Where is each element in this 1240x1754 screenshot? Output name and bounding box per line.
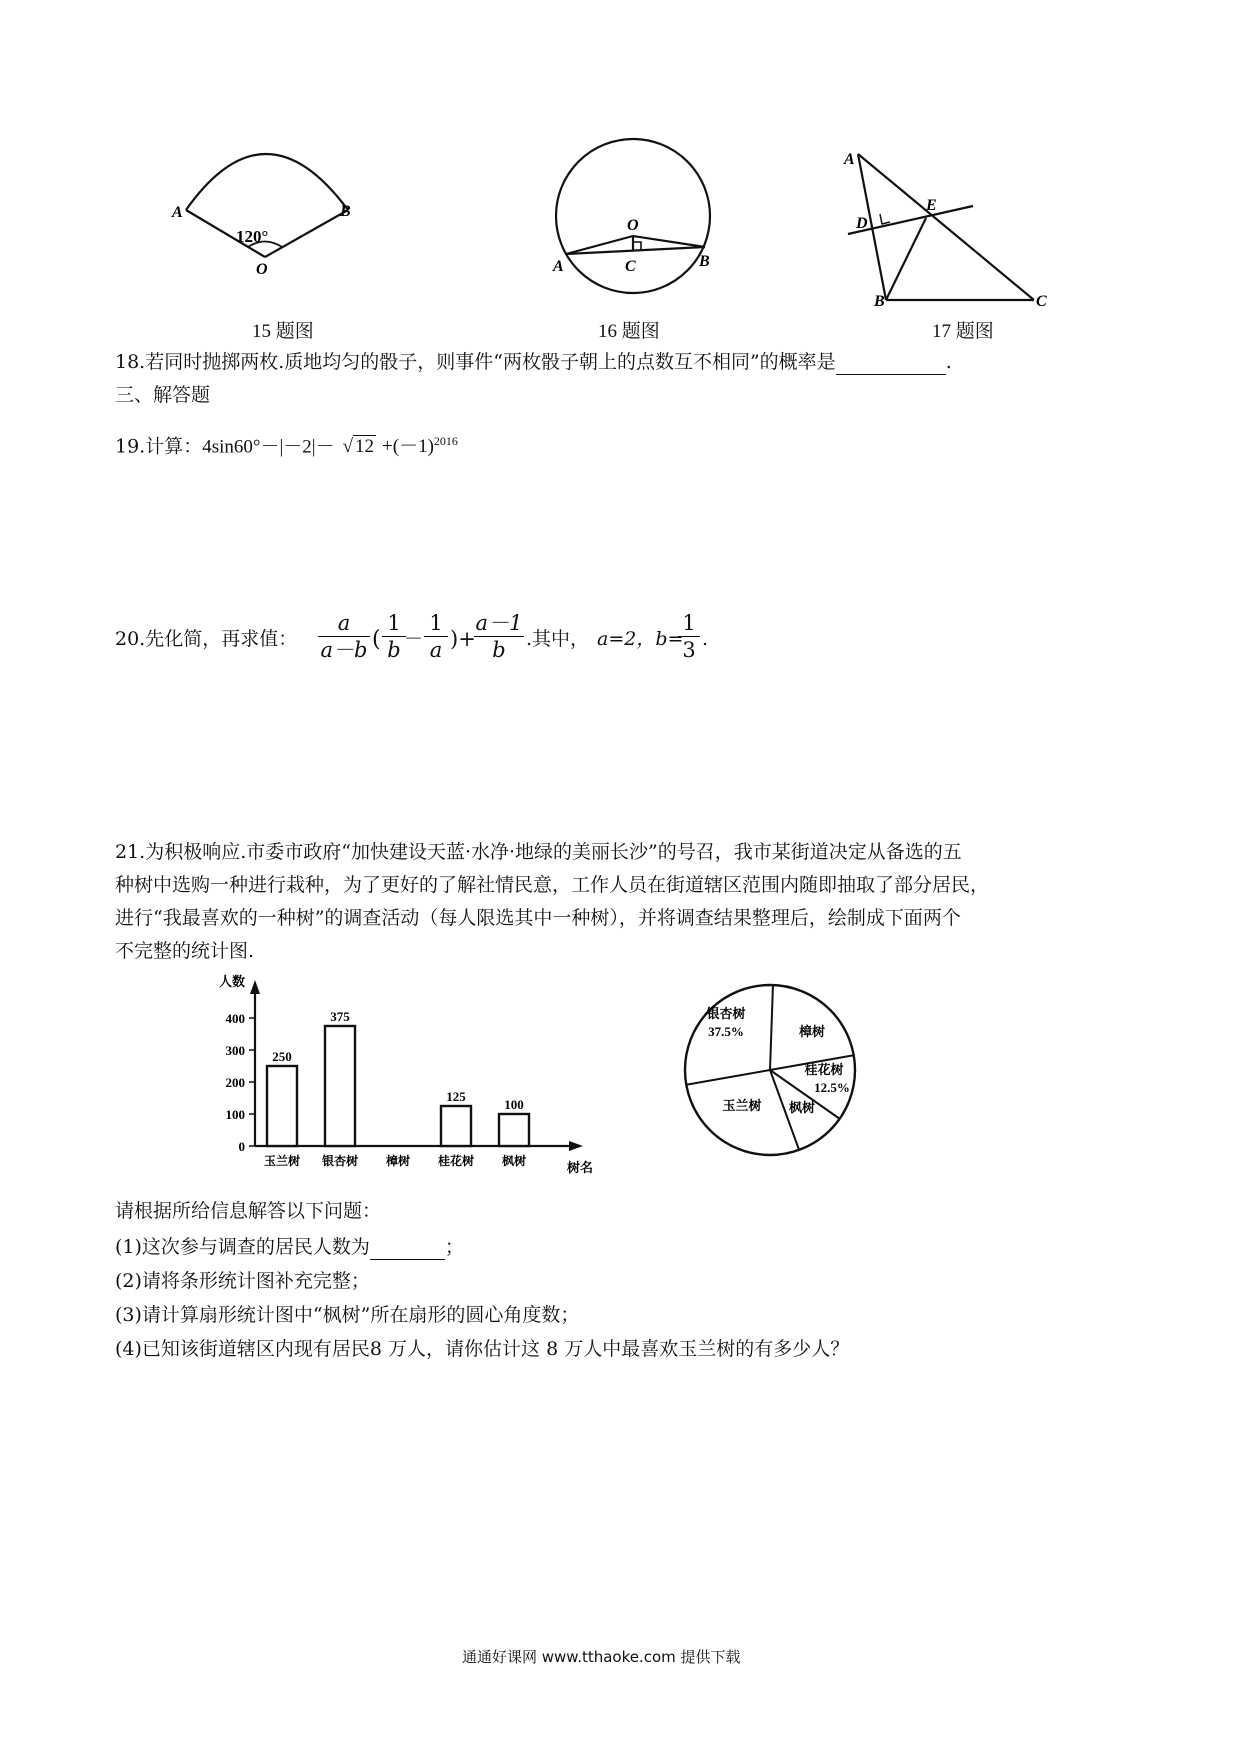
question-19 <box>115 434 458 459</box>
label-o: O <box>627 217 639 234</box>
sub-question-1: (1)这次参与调查的居民人数为 ； <box>115 1236 464 1258</box>
x-axis-arrow <box>569 1141 583 1151</box>
q21-line-2: 种树中选购一种进行栽种，为了更好的了解社情民意，工作人员在街道辖区范围内随即抽取了部分居民， <box>115 874 990 896</box>
question-21-statement <box>115 836 1145 968</box>
y-tick-label: 400 <box>225 1011 245 1026</box>
q21-line-4: 不完整的统计图. <box>115 940 255 962</box>
answer-blank[interactable] <box>836 351 946 375</box>
x-tick-label: 玉兰树 <box>263 1154 301 1168</box>
y-tick-label: 300 <box>225 1043 245 1058</box>
fraction-1-over-a: 1 a <box>424 610 448 663</box>
bar-value-label: 125 <box>446 1089 466 1104</box>
label-a: A <box>172 204 183 221</box>
bar-4 <box>499 1114 529 1146</box>
minus-sign: － <box>404 628 424 650</box>
bar-value-label: 375 <box>330 1009 350 1024</box>
question-20-mid: .其中， <box>526 628 590 650</box>
figure-15-caption: 15 题图 <box>252 321 314 342</box>
x-tick-label: 樟树 <box>385 1154 411 1168</box>
x-tick-label: 枫树 <box>501 1154 527 1168</box>
figure-16-circle <box>545 130 725 310</box>
y-tick-label: 0 <box>238 1139 245 1154</box>
question-20-end: . <box>702 628 709 650</box>
expr-a: 4sin60°－|－2|－ <box>202 436 335 458</box>
footer-text: 通通好课网 www.tthaoke.com 提供下载 <box>462 1648 741 1666</box>
pie-chart <box>665 968 875 1178</box>
fraction-1-over-b: 1 b <box>382 610 406 663</box>
question-21-intro: 请根据所给信息解答以下问题： <box>115 1200 382 1222</box>
q21-line-1: 21.为积极响应.市委市政府“加快建设天蓝·水净·地绿的美丽长沙”的号召，我市某街道决定从备选的五 <box>115 841 962 863</box>
right-angle-mark <box>880 214 890 224</box>
segment-ac <box>858 154 1034 300</box>
label-e: E <box>926 197 937 214</box>
question-19-prefix: 19.计算： <box>115 435 203 458</box>
figure-15-sector <box>170 130 410 280</box>
pie-slice-label: 玉兰树 <box>722 1098 762 1113</box>
figure-16-caption: 16 题图 <box>598 321 660 342</box>
question-18 <box>115 351 952 375</box>
label-b: B <box>340 203 351 220</box>
y-tick-label: 100 <box>225 1107 245 1122</box>
pie-slice-label: 樟树 <box>798 1024 826 1039</box>
sqrt-sign: √ <box>342 436 354 458</box>
answer-blank[interactable] <box>370 1236 445 1260</box>
exponent: 2016 <box>433 434 458 448</box>
bar-chart <box>215 968 605 1178</box>
sector-arc <box>186 154 348 210</box>
question-18-end: . <box>945 351 952 373</box>
label-a: A <box>553 258 564 275</box>
right-angle-mark <box>633 242 641 250</box>
sub-question-3: (3)请计算扇形统计图中“枫树”所在扇形的圆心角度数； <box>115 1304 580 1326</box>
q21-line-3: 进行“我最喜欢的一种树”的调查活动（每人限选其中一种树），并将调查结果整理后，绘制成下面两个 <box>115 907 961 929</box>
label-b: B <box>699 253 710 270</box>
label-b: B <box>874 293 885 308</box>
fraction-a-minus-1-over-b: a－1 b <box>475 611 523 662</box>
label-o: O <box>256 261 268 278</box>
y-axis-arrow <box>250 980 260 994</box>
figure-17-caption: 17 题图 <box>932 321 994 342</box>
fraction-1-over-3: 1 3 <box>678 610 700 663</box>
radicand: 12 <box>355 436 375 458</box>
right-paren-plus: )+ <box>450 627 476 651</box>
pie-slice-label: 桂花树 <box>804 1062 844 1077</box>
x-tick-label: 银杏树 <box>321 1154 359 1168</box>
section-title: 三、解答题 <box>115 384 211 406</box>
bar-value-label: 250 <box>272 1049 292 1064</box>
y-axis-label: 人数 <box>219 974 246 989</box>
segment-ob <box>633 236 705 247</box>
sector-radius-ob <box>265 210 348 257</box>
x-axis-label: 树名 <box>567 1160 594 1175</box>
question-20-condition: a=2，b= <box>597 628 684 650</box>
bar-3 <box>441 1106 471 1146</box>
bar-1 <box>325 1026 355 1146</box>
x-tick-label: 桂花树 <box>437 1154 475 1168</box>
label-c: C <box>1036 293 1047 308</box>
bar-value-label: 100 <box>504 1097 524 1112</box>
angle-label: 120° <box>236 227 269 246</box>
question-20-prefix: 20.先化简，再求值： <box>115 628 298 650</box>
pie-percent-label: 12.5% <box>814 1080 850 1095</box>
pie-slice-label: 银杏树 <box>706 1006 746 1021</box>
expr-b: +(－1) <box>382 436 434 458</box>
left-paren: ( <box>372 627 381 652</box>
fraction-a-over-a-minus-b: a a－b <box>318 610 370 663</box>
figure-17-triangle <box>838 148 1058 308</box>
pie-slice-label: 枫树 <box>788 1100 816 1115</box>
label-a: A <box>844 151 855 168</box>
sub-question-4: (4)已知该街道辖区内现有居民8 万人，请你估计这 8 万人中最喜欢玉兰树的有多少人？ <box>115 1338 850 1360</box>
sub-question-2: (2)请将条形统计图补充完整； <box>115 1270 370 1292</box>
pie-percent-label: 37.5% <box>708 1024 744 1039</box>
label-d: D <box>856 215 868 232</box>
y-tick-label: 200 <box>225 1075 245 1090</box>
bar-0 <box>267 1066 297 1146</box>
label-c: C <box>625 258 636 275</box>
question-18-text: 18.若同时抛掷两枚.质地均匀的骰子，则事件“两枚骰子朝上的点数互不相同”的概率是 <box>115 351 836 373</box>
segment-be <box>886 218 926 300</box>
